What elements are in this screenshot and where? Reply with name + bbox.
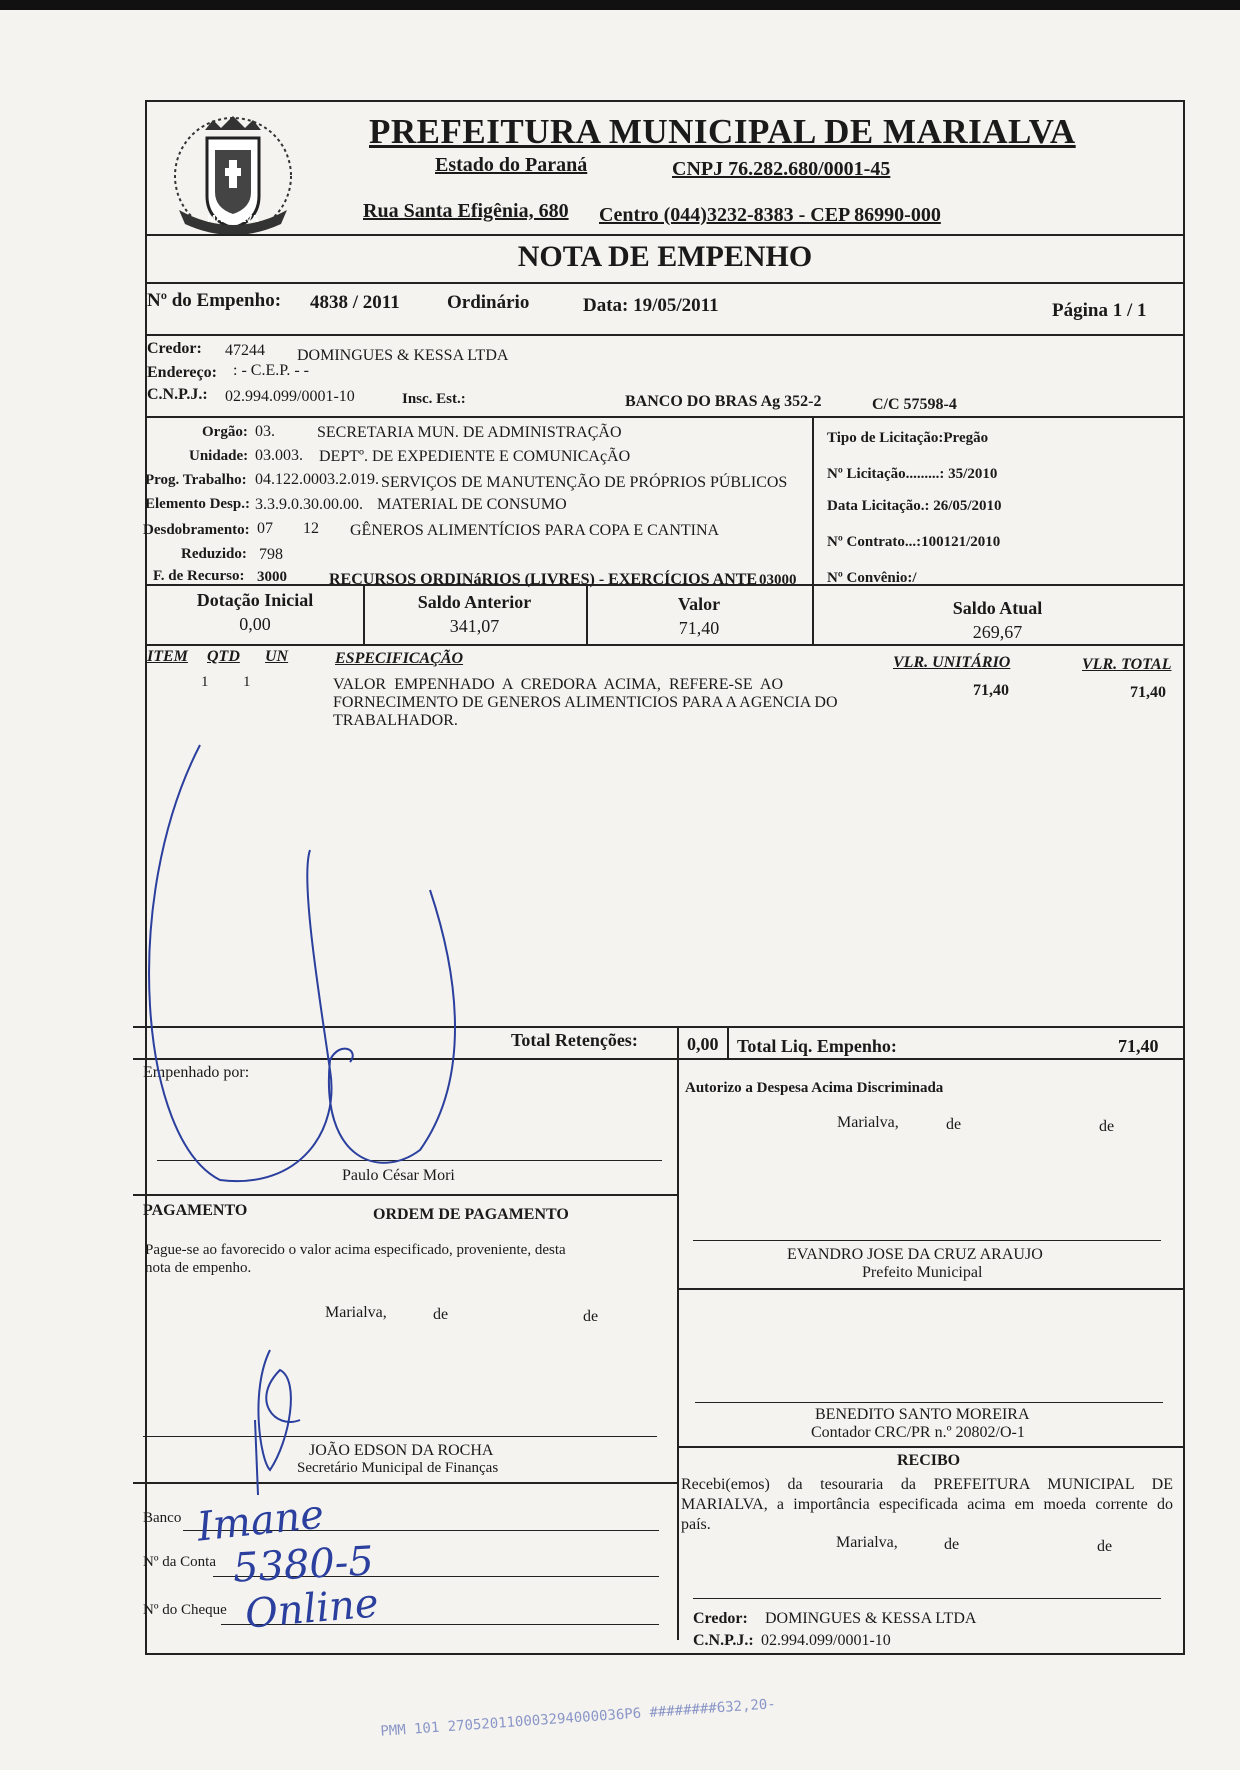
unidade-name: DEPTº. DE EXPEDIENTE E COMUNICAçÃO — [319, 448, 631, 465]
fonte-label: F. de Recurso: — [153, 568, 245, 584]
pagamento-de-2: de — [583, 1308, 599, 1325]
recibo-label: RECIBO — [897, 1452, 961, 1469]
unidade-code: 03.003. — [255, 447, 303, 464]
bank-account: C/C 57598-4 — [872, 396, 957, 413]
handwritten-conta: 5380-5 — [231, 1538, 375, 1592]
footer-code: PMM 101 270520110003294000036P6 ########632,20- — [379, 1696, 777, 1740]
autorizo-label: Autorizo a Despesa Acima Discriminada — [685, 1080, 944, 1096]
street-address: Rua Santa Efigênia, 680 — [363, 200, 569, 222]
prog-code: 04.122.0003.2.019. — [255, 471, 379, 488]
data-licitacao: Data Licitação.: 26/05/2010 — [827, 498, 1002, 514]
num-licitacao: Nº Licitação.........: 35/2010 — [827, 466, 998, 482]
signer-financas: JOÃO EDSON DA ROCHA — [309, 1442, 494, 1459]
conta-label: Nº da Conta — [143, 1554, 216, 1570]
recibo-de-2: de — [1097, 1538, 1113, 1555]
signer-empenho: Paulo César Mori — [342, 1167, 455, 1184]
retencoes-label: Total Retenções: — [511, 1030, 638, 1050]
item-vlr-total: 71,40 — [1130, 684, 1166, 701]
pagamento-place: Marialva, — [325, 1304, 387, 1321]
liquido-value: 71,40 — [1118, 1036, 1159, 1056]
reduzido-value: 798 — [259, 546, 283, 563]
desdobramento-a: 07 — [257, 520, 273, 537]
item-spec-line1: VALOR EMPENHADO A CREDORA ACIMA, REFERE-SE AO — [333, 676, 783, 693]
recibo-text-2: MARIALVA, a importância especificada acima em moeda corrente do — [681, 1496, 1173, 1513]
col-qtd: QTD — [207, 648, 240, 665]
fonte-name: RECURSOS ORDINáRIOS (LIVRES) - EXERCÍCIOS ANTE — [329, 571, 758, 588]
credor-address: : - C.E.P. - - — [233, 362, 309, 379]
saldo-atual-label: Saldo Atual — [952, 598, 1043, 618]
handwritten-cheque: Online — [243, 1580, 381, 1638]
nota-de-empenho-form — [145, 100, 1185, 1655]
prog-name: SERVIÇOS DE MANUTENÇÃO DE PRÓPRIOS PÚBLICOS — [381, 474, 788, 491]
cheque-label: Nº do Cheque — [143, 1602, 227, 1618]
credor-cnpj: 02.994.099/0001-10 — [225, 388, 355, 405]
empenho-number: 4838 / 2011 — [310, 292, 400, 313]
empenhado-por-label: Empenhado por: — [143, 1064, 250, 1081]
tipo-licitacao: Tipo de Licitação:Pregão — [827, 430, 989, 446]
page-title: PREFEITURA MUNICIPAL DE MARIALVA — [369, 112, 1076, 151]
empenho-number-label: Nº do Empenho: — [147, 290, 282, 311]
recibo-credor-label: Credor: — [693, 1610, 748, 1627]
pagamento-text-1: Pague-se ao favorecido o valor acima especificado, proveniente, desta — [145, 1242, 566, 1258]
prog-label: Prog. Trabalho: — [145, 472, 247, 488]
saldo-anterior-label: Saldo Anterior — [417, 592, 532, 612]
saldo-anterior-value: 341,07 — [449, 616, 500, 636]
dotacao-value: 0,00 — [239, 614, 271, 634]
pagamento-de-1: de — [433, 1306, 449, 1323]
fonte-num: 03000 — [759, 572, 797, 588]
svg-text:MARIALVA: MARIALVA — [207, 214, 259, 225]
col-item: ITEM — [147, 648, 188, 665]
retencoes-value: 0,00 — [687, 1034, 719, 1054]
orgao-name: SECRETARIA MUN. DE ADMINISTRAÇÃO — [317, 424, 622, 441]
valor-value: 71,40 — [678, 618, 720, 638]
elemento-code: 3.3.9.0.30.00.00. — [255, 496, 363, 513]
recibo-credor: DOMINGUES & KESSA LTDA — [765, 1610, 977, 1627]
insc-est-label: Insc. Est.: — [402, 391, 466, 407]
item-vlr-unitario: 71,40 — [973, 682, 1009, 699]
ordem-pagamento-label: ORDEM DE PAGAMENTO — [373, 1206, 569, 1223]
elemento-label: Elemento Desp.: — [145, 496, 250, 512]
recibo-text-3: país. — [681, 1516, 711, 1533]
num-convenio: Nº Convênio:/ — [827, 570, 917, 586]
elemento-name: MATERIAL DE CONSUMO — [377, 496, 567, 513]
col-vlr-unitario: VLR. UNITÁRIO — [893, 654, 1011, 671]
pagamento-text-2: nota de empenho. — [145, 1260, 252, 1276]
municipality-cnpj: CNPJ 76.282.680/0001-45 — [672, 158, 891, 180]
num-contrato: Nº Contrato...:100121/2010 — [827, 534, 1001, 550]
item-number: 1 — [201, 674, 209, 690]
empenho-date: Data: 19/05/2011 — [583, 295, 719, 316]
signer-prefeito: EVANDRO JOSE DA CRUZ ARAUJO — [787, 1246, 1043, 1263]
col-un: UN — [265, 648, 289, 665]
recibo-text-1: Recebi(emos) da tesouraria da PREFEITURA MUNICIPAL DE — [681, 1476, 1173, 1493]
address-label: Endereço: — [147, 364, 217, 381]
signer-prefeito-role: Prefeito Municipal — [862, 1264, 983, 1281]
credor-name: DOMINGUES & KESSA LTDA — [297, 347, 509, 364]
recibo-place: Marialva, — [836, 1534, 898, 1551]
item-spec-line2: FORNECIMENTO DE GENEROS ALIMENTICIOS PARA A AGENCIA DO — [333, 694, 838, 711]
handwritten-banco: Imane — [194, 1491, 327, 1551]
recibo-cnpj: 02.994.099/0001-10 — [761, 1632, 891, 1649]
scan-top-border — [0, 0, 1240, 10]
credor-code: 47244 — [225, 342, 265, 359]
unidade-label: Unidade: — [189, 448, 249, 464]
item-spec-line3: TRABALHADOR. — [333, 712, 458, 729]
signer-contador: BENEDITO SANTO MOREIRA — [815, 1406, 1030, 1423]
autorizo-place: Marialva, — [837, 1114, 899, 1131]
orgao-label: Orgão: — [202, 424, 248, 440]
col-especificacao: ESPECIFICAÇÃO — [335, 650, 464, 667]
banco-label: Banco — [143, 1510, 182, 1526]
desdobramento-name: GÊNEROS ALIMENTÍCIOS PARA COPA E CANTINA — [350, 522, 720, 539]
autorizo-de-2: de — [1099, 1118, 1115, 1135]
pagamento-label: PAGAMENTO — [143, 1202, 248, 1219]
state-name: Estado do Paraná — [435, 154, 588, 176]
bank-info: BANCO DO BRAS Ag 352-2 — [625, 393, 822, 410]
credor-label: Credor: — [147, 340, 202, 357]
signer-financas-role: Secretário Municipal de Finanças — [297, 1460, 499, 1476]
recibo-cnpj-label: C.N.P.J.: — [693, 1632, 754, 1649]
empenho-type: Ordinário — [447, 292, 530, 313]
orgao-code: 03. — [255, 423, 275, 440]
dotacao-label: Dotação Inicial — [196, 590, 314, 610]
liquido-label: Total Liq. Empenho: — [737, 1036, 897, 1056]
saldo-atual-value: 269,67 — [972, 622, 1023, 642]
fonte-code: 3000 — [257, 569, 287, 585]
signer-contador-role: Contador CRC/PR n.º 20802/O-1 — [811, 1424, 1025, 1441]
item-qtd: 1 — [243, 674, 251, 690]
page-number: Página 1 / 1 — [1052, 300, 1147, 321]
desdobramento-label: Desdobramento: — [143, 522, 250, 538]
recibo-de-1: de — [944, 1536, 960, 1553]
address-contact: Centro (044)3232-8383 - CEP 86990-000 — [599, 204, 941, 226]
marialva-crest-icon — [159, 110, 307, 250]
reduzido-label: Reduzido: — [181, 546, 247, 562]
col-vlr-total: VLR. TOTAL — [1082, 656, 1172, 673]
valor-label: Valor — [677, 594, 721, 614]
desdobramento-b: 12 — [303, 520, 319, 537]
credor-cnpj-label: C.N.P.J.: — [147, 386, 208, 403]
autorizo-de-1: de — [946, 1116, 962, 1133]
document-title: NOTA DE EMPENHO — [517, 240, 813, 273]
